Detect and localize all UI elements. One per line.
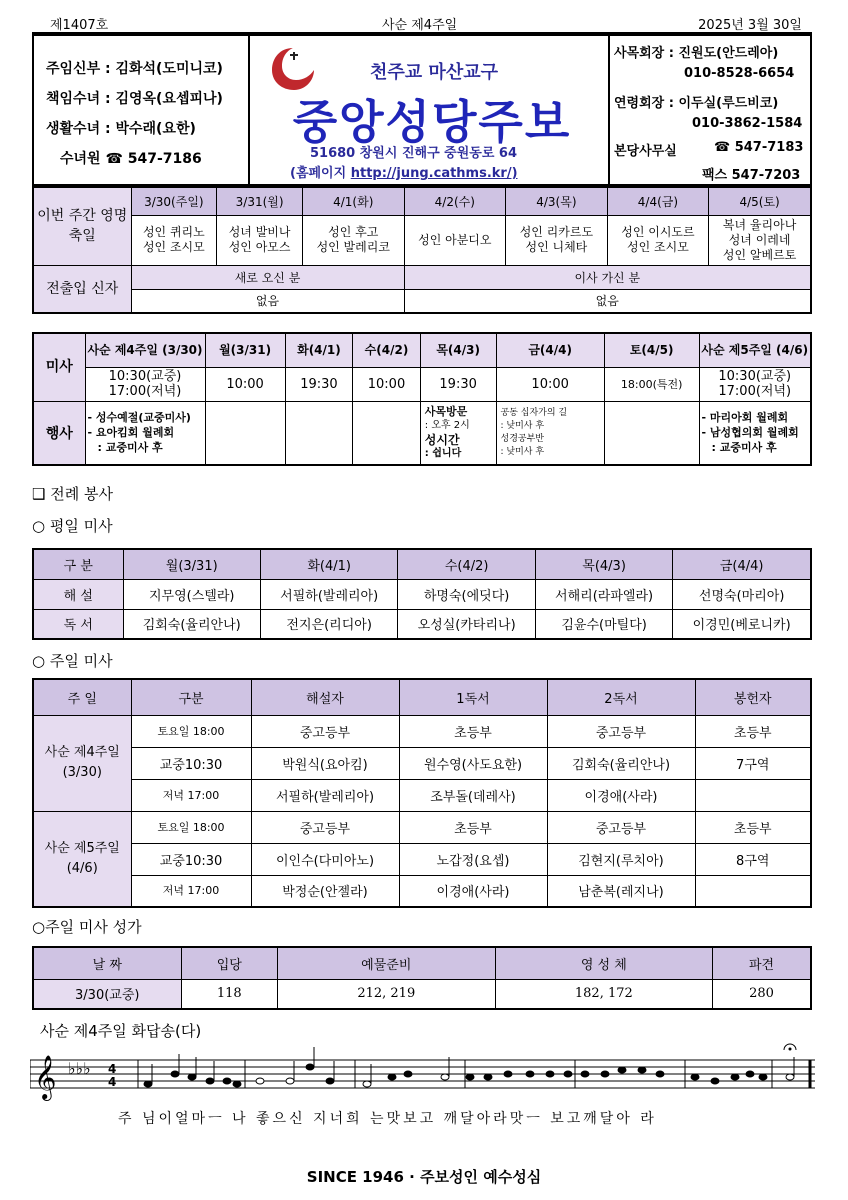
sunday-cell: 서필하(발레리아) (251, 779, 399, 811)
svg-text:4: 4 (108, 1075, 117, 1089)
mass-day: 토(4/5) (604, 333, 699, 367)
weekday-header: 목(4/3) (535, 549, 672, 579)
sunday-slot: 저녁 17:00 (131, 779, 251, 811)
sunday-header: 해설자 (251, 679, 399, 715)
pastoral-chair: 사목회장 : 진원도(안드레아) (614, 46, 779, 61)
sunday-slot: 교중10:30 (131, 843, 251, 875)
weekday-cell: 오성실(카타리나) (398, 609, 535, 639)
hymn-header: 예물준비 (278, 947, 496, 979)
fax: 팩스 547-7203 (702, 168, 801, 183)
sunday-cell: 노갑정(요셉) (399, 843, 547, 875)
mass-time: 10:00 (205, 367, 285, 401)
weekday-header: 금(4/4) (673, 549, 811, 579)
sunday-header: 봉헌자 (695, 679, 811, 715)
section-hymns: ○주일 미사 성가 (32, 918, 142, 936)
event-cell (604, 401, 699, 465)
event-cell: 사목방문 : 오후 2시 성시간 : 쉽니다 (420, 401, 496, 465)
sunday-cell: 조부돌(데레사) (399, 779, 547, 811)
svg-text:♭♭♭: ♭♭♭ (68, 1059, 91, 1078)
mass-time: 10:00 (353, 367, 421, 401)
feast-saints: 성인 아분디오 (404, 215, 506, 265)
event-label: 행사 (33, 401, 85, 465)
feast-day: 4/1(화) (302, 187, 404, 215)
hymn-cell: 118 (181, 979, 278, 1009)
masthead-right (610, 36, 810, 184)
sunday-slot: 교중10:30 (131, 747, 251, 779)
psalm-staff (30, 1040, 820, 1110)
sunday-cell: 이경애(사라) (399, 875, 547, 907)
mass-time: 10:00 (496, 367, 604, 401)
hymn-header: 파견 (713, 947, 811, 979)
sunday-cell: 김회숙(율리안나) (547, 747, 695, 779)
feast-label: 이번 주간 영명축일 (33, 187, 131, 265)
transfer-moved-value: 없음 (404, 289, 811, 313)
issue-date: 2025년 3월 30일 (698, 18, 802, 33)
sunday-cell (695, 875, 811, 907)
weekday-cell: 하명숙(에딧다) (398, 579, 535, 609)
sunday-header: 주 일 (33, 679, 131, 715)
bulletin-title: 중앙성당주보 (292, 95, 572, 149)
transfer-new-value: 없음 (131, 289, 404, 313)
feast-day: 4/4(금) (607, 187, 709, 215)
hymn-header: 영 성 체 (495, 947, 713, 979)
priest: 주임신부 : 김화석(도미니코) (46, 61, 223, 77)
svg-text:𝄞: 𝄞 (34, 1055, 57, 1099)
footer: SINCE 1946 · 주보성인 예수성심 (306, 1168, 542, 1186)
weekday-header: 수(4/2) (398, 549, 535, 579)
sunday-cell: 김현지(루치아) (547, 843, 695, 875)
weekday-cell: 이경민(베로니카) (673, 609, 811, 639)
office-label: 본당사무실 (614, 144, 677, 159)
sunday-slot: 저녁 17:00 (131, 875, 251, 907)
sunday-header: 1독서 (399, 679, 547, 715)
youth-chair: 연령회장 : 이두실(루드비코) (614, 96, 779, 111)
feast-day: 4/3(목) (506, 187, 608, 215)
feast-table (32, 186, 812, 314)
weekday-header: 화(4/1) (260, 549, 397, 579)
hymn-cell: 280 (713, 979, 811, 1009)
feast-saints: 성인 퀴리노 성인 조시모 (131, 215, 217, 265)
issue-week: 사순 제4주일 (382, 18, 458, 33)
masthead-left (34, 36, 248, 184)
weekday-header: 월(3/31) (123, 549, 260, 579)
weekday-row-label: 독 서 (33, 609, 123, 639)
weekday-cell: 서해리(라파엘라) (535, 579, 672, 609)
mass-day: 사순 제5주일 (4/6) (699, 333, 811, 367)
sunday-cell: 원수영(사도요한) (399, 747, 547, 779)
sunday-group-label: 사순 제5주일 (4/6) (33, 811, 131, 907)
feast-saints: 복녀 율리아나 성녀 이레네 성인 알베르토 (709, 215, 811, 265)
youth-chair-phone: 010-3862-1584 (692, 116, 803, 131)
feast-saints: 성녀 발비나 성인 아모스 (217, 215, 303, 265)
weekday-cell: 김윤수(마틸다) (535, 609, 672, 639)
sunday-cell: 초등부 (695, 811, 811, 843)
sunday-cell: 중고등부 (251, 811, 399, 843)
sunday-slot: 토요일 18:00 (131, 715, 251, 747)
feast-day: 3/30(주일) (131, 187, 217, 215)
sunday-cell: 중고등부 (547, 715, 695, 747)
weekday-cell: 김회숙(율리안나) (123, 609, 260, 639)
weekday-service-table (32, 548, 812, 640)
life-sister: 생활수녀 : 박수래(요한) (46, 121, 196, 137)
mass-day: 화(4/1) (285, 333, 353, 367)
mass-day: 월(3/31) (205, 333, 285, 367)
convent-phone: 수녀원 ☎ 547-7186 (60, 151, 202, 167)
sunday-cell: 8구역 (695, 843, 811, 875)
sunday-header: 구분 (131, 679, 251, 715)
feast-day: 4/2(수) (404, 187, 506, 215)
event-cell (205, 401, 285, 465)
mass-day: 사순 제4주일 (3/30) (85, 333, 205, 367)
sunday-slot: 토요일 18:00 (131, 811, 251, 843)
weekday-cell: 선명숙(마리아) (673, 579, 811, 609)
weekday-header: 구 분 (33, 549, 123, 579)
mass-schedule (32, 332, 812, 466)
sunday-cell: 중고등부 (547, 811, 695, 843)
sunday-cell: 이인수(다미아노) (251, 843, 399, 875)
diocese-name: 천주교 마산교구 (370, 62, 498, 83)
mass-day: 금(4/4) (496, 333, 604, 367)
psalm-title: 사순 제4주일 화답송(다) (40, 1022, 202, 1040)
sunday-header: 2독서 (547, 679, 695, 715)
feast-day: 4/5(토) (709, 187, 811, 215)
transfer-moved-label: 이사 가신 분 (404, 265, 811, 289)
mass-time: 18:00(특전) (604, 367, 699, 401)
mass-time: 10:30(교중) 17:00(저녁) (85, 367, 205, 401)
weekday-cell: 전지은(리디아) (260, 609, 397, 639)
section-liturgy-service: ❑ 전례 봉사 (32, 485, 113, 503)
weekday-row-label: 해 설 (33, 579, 123, 609)
sunday-cell: 7구역 (695, 747, 811, 779)
sunday-cell: 초등부 (695, 715, 811, 747)
hymn-cell: 212, 219 (278, 979, 496, 1009)
office-phone: ☎ 547-7183 (714, 140, 804, 155)
hymn-header: 날 짜 (33, 947, 181, 979)
event-cell: 공동 십자가의 길 : 낮미사 후 성경공부반 : 낮미사 후 (496, 401, 604, 465)
mass-label: 미사 (33, 333, 85, 401)
sunday-cell: 박원식(요아킴) (251, 747, 399, 779)
mass-day: 목(4/3) (420, 333, 496, 367)
section-weekday-mass: ○ 평일 미사 (32, 517, 113, 535)
feast-saints: 성인 리카르도 성인 니체타 (506, 215, 608, 265)
weekday-cell: 지무영(스텔라) (123, 579, 260, 609)
weekday-cell: 서필하(발레리아) (260, 579, 397, 609)
masthead (32, 34, 812, 186)
issue-number: 제1407호 (50, 18, 109, 33)
homepage: (홈페이지 http://jung.cathms.kr/) (290, 166, 518, 181)
sunday-cell (695, 779, 811, 811)
mass-day: 수(4/2) (353, 333, 421, 367)
hymn-header: 입당 (181, 947, 278, 979)
mass-time: 19:30 (420, 367, 496, 401)
event-cell (285, 401, 353, 465)
mass-time: 10:30(교중) 17:00(저녁) (699, 367, 811, 401)
svg-text:4: 4 (108, 1062, 117, 1076)
sunday-cell: 이경애(사라) (547, 779, 695, 811)
psalm-lyrics: 주 님이얼마ㅡ 나 좋으신 지너희 는맛보고 깨달아라맛ㅡ 보고깨달아 라 (118, 1111, 657, 1127)
sunday-cell: 초등부 (399, 811, 547, 843)
issue-header (32, 12, 812, 34)
event-cell: - 마리아회 월례회 - 남성협의회 월례회 : 교중미사 후 (699, 401, 811, 465)
hymn-table (32, 946, 812, 1010)
sunday-cell: 남춘복(레지나) (547, 875, 695, 907)
sunday-cell: 초등부 (399, 715, 547, 747)
event-cell (353, 401, 421, 465)
sunday-service-table (32, 678, 812, 908)
event-cell: - 성수예절(교중미사) - 요아킴회 월례회 : 교중미사 후 (85, 401, 205, 465)
hymn-cell: 182, 172 (495, 979, 713, 1009)
feast-day: 3/31(월) (217, 187, 303, 215)
sunday-group-label: 사순 제4주일 (3/30) (33, 715, 131, 811)
masthead-center (248, 36, 610, 184)
homepage-link[interactable]: http://jung.cathms.kr/) (350, 166, 518, 181)
mass-time: 19:30 (285, 367, 353, 401)
sunday-cell: 중고등부 (251, 715, 399, 747)
feast-saints: 성인 후고 성인 발레리코 (302, 215, 404, 265)
head-sister: 책임수녀 : 김영옥(요셉피나) (46, 91, 223, 107)
hymn-date: 3/30(교중) (33, 979, 181, 1009)
transfer-label: 전출입 신자 (33, 265, 131, 313)
section-sunday-mass: ○ 주일 미사 (32, 652, 113, 670)
pastoral-chair-phone: 010-8528-6654 (684, 66, 795, 81)
sunday-cell: 박정순(안젤라) (251, 875, 399, 907)
feast-saints: 성인 이시도르 성인 조시모 (607, 215, 709, 265)
transfer-new-label: 새로 오신 분 (131, 265, 404, 289)
church-address: 51680 창원시 진해구 중원동로 64 (310, 146, 518, 161)
